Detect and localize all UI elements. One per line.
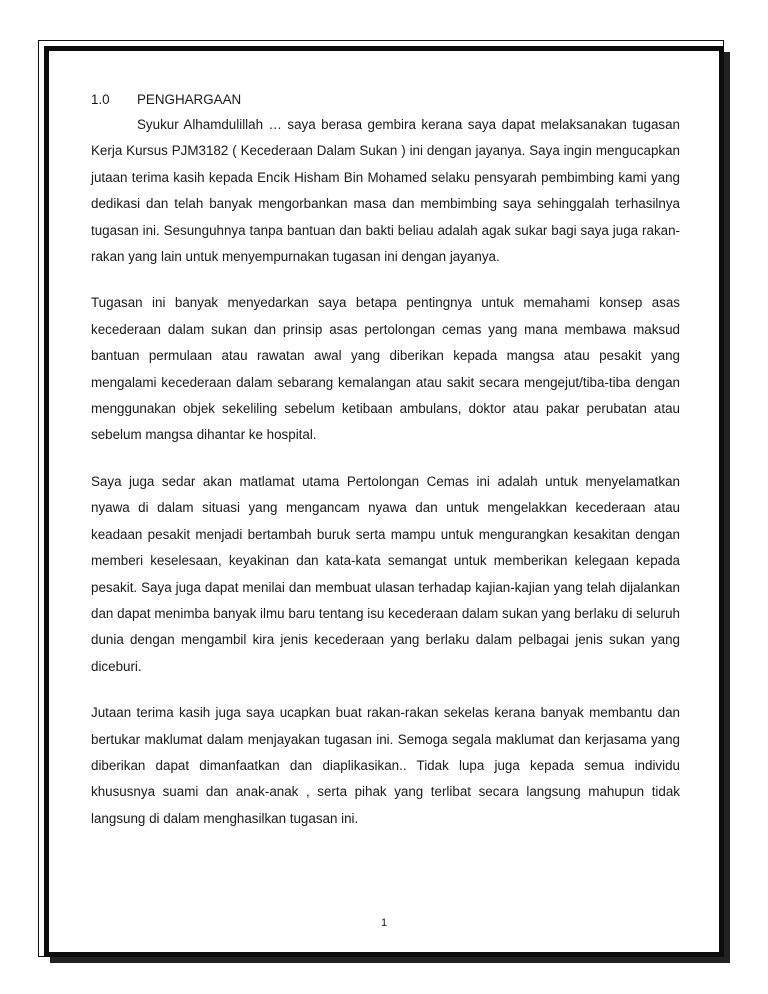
section-heading [91,90,680,110]
section-number: 1.0 [91,92,110,107]
paragraph-awareness: Tugasan ini banyak menyedarkan saya betapa pentingnya untuk memahami konsep asas kecederaan dalam sukan dan prinsip asas pertolongan cemas yang mana membawa maksud bantuan permulaan atau rawatan awal yang diberikan kepada mangsa atau pesakit yang mengalami kecederaan dalam sebarang kemalangan atau sakit secara mengejut/tiba-tiba dengan menggunakan objek sekeliling sebelum ketibaan ambulans, doktor atau pakar perubatan atau sebelum mangsa dihantar ke hospital. [91,295,680,443]
paragraph-first-aid-goal: Saya juga sedar akan matlamat utama Pertolongan Cemas ini adalah untuk menyelamatkan nyawa di dalam situasi yang mengancam nyawa dan untuk mengelakkan kecederaan atau keadaan pesakit menjadi bertambah buruk serta mampu untuk mengurangkan kesakitan dengan memberi keselesaan, keyakinan dan kata-kata semangat untuk memberikan kelegaan kepada pesakit. Saya juga dapat menilai dan membuat ulasan terhadap kajian-kajian yang telah dijalankan dan dapat menimba banyak ilmu baru tentang isu kecederaan dalam sukan yang berlaku di seluruh dunia dengan mengambil kira jenis kecederaan yang berlaku dalam pelbagai jenis sukan yang diceburi. [91,473,680,674]
paragraph-thanks: Jutaan terima kasih juga saya ucapkan buat rakan-rakan sekelas kerana banyak membantu dan bertukar maklumat dalam menjayakan tugasan ini. Semoga segala maklumat dan kerjasama yang diberikan dapat dimanfaatkan dan diaplikasikan.. Tidak lupa juga kepada semua individu khususnya suami dan anak-anak , serta pihak yang terlibat secara langsung mahupun tidak langsung di dalam menghasilkan tugasan ini. [91,705,680,826]
page-border-shadow-right [724,52,730,963]
paragraph-acknowledgement: Syukur Alhamdulillah … saya berasa gembira kerana saya dapat melaksanakan tugasan Kerja Kursus PJM3182 ( Kecederaan Dalam Sukan ) ini dengan jayanya. Saya ingin mengucapkan jutaan terima kasih kepada Encik Hisham Bin Mohamed selaku pensyarah pembimbing kami yang dedikasi dan telah banyak mengorbankan masa dan membimbing saya sehinggalah terhasilnya tugasan ini. Sesunguhnya tanpa bantuan dan bakti beliau adalah agak sukar bagi saya juga rakan-rakan yang lain untuk menyempurnakan tugasan ini dengan jayanya. [91,117,680,265]
document-body [91,90,680,832]
section-title: PENGHARGAAN [137,92,242,107]
page-number: 1 [380,917,388,929]
page-border-shadow-bottom [50,957,730,963]
